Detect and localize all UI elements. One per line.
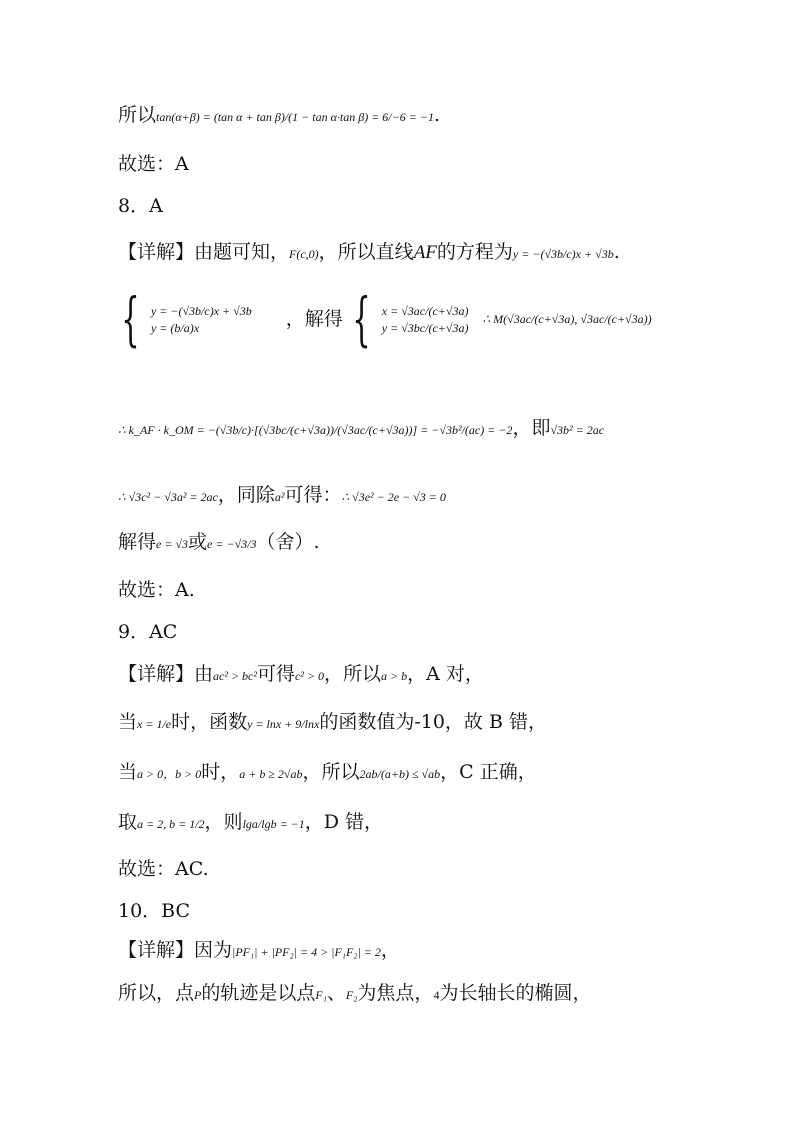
question-8-header: 8．A [118, 195, 163, 217]
formula-line-AF: y = −(√3b/c)x + √3b [512, 247, 614, 261]
text: 或 [188, 531, 208, 553]
line-eccentricity-eq [118, 483, 446, 509]
system-equations [151, 301, 252, 338]
text: 当 [118, 761, 138, 783]
text: 【详解】由 [118, 663, 214, 685]
formula: e = √3 [156, 537, 189, 551]
line-detail-9 [118, 662, 484, 688]
formula: ac² > bc² [213, 669, 257, 683]
text: ，解得 [285, 308, 343, 330]
text: 所以 [118, 104, 157, 126]
answer-8: 故选：A. [118, 579, 195, 601]
equation: x = √3ac/(c+√3a) [381, 303, 469, 318]
formula: c² > 0 [294, 669, 325, 683]
line-slope-product [118, 416, 604, 442]
line-solution-e [118, 530, 320, 556]
text: 时， [201, 761, 240, 783]
line-option-d [118, 810, 383, 836]
text: 可得： [284, 484, 342, 506]
line-detail-10 [118, 938, 400, 964]
formula: 4 [433, 988, 440, 1002]
text: 【详解】由题可知， [118, 241, 290, 263]
text: 的方程为 [436, 241, 513, 263]
equation: y = (b/a)x [150, 320, 200, 335]
formula: F₂ [345, 988, 358, 1002]
formula: e = −√3/3 [207, 537, 257, 551]
text: ，则 [204, 811, 243, 833]
formula: ∴ √3c² − √3a² = 2ac [118, 490, 218, 504]
line-option-b [118, 710, 547, 736]
text: ，C 正确， [440, 761, 537, 783]
formula-result: √3b² = 2ac [550, 423, 605, 437]
formula: a + b ≥ 2√ab [239, 767, 303, 781]
text: 当 [118, 711, 138, 733]
formula: a² [274, 490, 285, 504]
equation: y = √3bc/(c+√3a) [381, 320, 469, 335]
text: . [613, 241, 620, 263]
brace: { [352, 285, 371, 353]
text: （舍）. [256, 531, 320, 553]
formula-slope-product: ∴ k_AF · k_OM = −(√3b/c)·[(√3bc/(c+√3a))/(√3ac/(c+√3a))] = −√3b²/(ac) = −2 [118, 423, 513, 437]
formula: 2ab/(a+b) ≤ √ab [359, 767, 441, 781]
formula: y = lnx + 9/lnx [247, 717, 320, 731]
text: ，A 对， [407, 663, 484, 685]
formula: F₁ [315, 988, 327, 1002]
line-tan-sum [118, 103, 440, 129]
formula-M: ∴ M(√3ac/(c+√3a), √3ac/(c+√3a)) [482, 312, 652, 326]
text: 为焦点， [357, 982, 434, 1004]
answer-9: 故选：AC. [118, 858, 209, 880]
text: 解得 [118, 531, 157, 553]
text: 可得 [256, 663, 295, 685]
formula-F: F(c,0) [289, 247, 319, 261]
text: . [433, 104, 440, 126]
formula: lga/lgb = −1 [242, 817, 305, 831]
text: 时，函数 [171, 711, 248, 733]
text: ， [380, 939, 400, 961]
text: 的轨迹是以点 [201, 982, 316, 1004]
formula: a = 2, b = 1/2 [137, 817, 205, 831]
text: 所以，点 [118, 982, 195, 1004]
brace: { [121, 285, 140, 353]
text: 【详解】因为 [118, 939, 233, 961]
label-AF: AF [413, 242, 437, 263]
text: ，即 [512, 417, 551, 439]
question-9-header: 9．AC [118, 621, 178, 643]
formula: a > b [381, 669, 408, 683]
text: ，同除 [217, 484, 275, 506]
formula: |PF₁| + |PF₂| = 4 > |F₁F₂| = 2 [232, 945, 381, 959]
equation: y = −(√3b/c)x + √3b [150, 303, 252, 318]
line-ellipse [118, 981, 591, 1007]
text: 、 [326, 982, 346, 1004]
line-option-c [118, 760, 537, 786]
text: ，所以 [302, 761, 360, 783]
text: 取 [118, 811, 138, 833]
formula-tan-sum: tan(α+β) = (tan α + tan β)/(1 − tan α·tan β) = 6/−6 = −1 [156, 110, 434, 124]
question-10-header: 10．BC [118, 900, 191, 922]
formula: x = 1/e [137, 717, 172, 731]
text: ，D 错， [304, 811, 384, 833]
line-systems [118, 285, 652, 370]
text: ，所以直线 [318, 241, 414, 263]
answer-7: 故选：A [118, 153, 189, 175]
text: 为长轴长的椭圆， [439, 982, 592, 1004]
formula: a > 0，b > 0 [137, 767, 202, 781]
text: 的函数值为-10，故 B 错， [319, 711, 547, 733]
system-solution [382, 301, 469, 338]
formula: ∴ √3e² − 2e − √3 = 0 [341, 490, 446, 504]
text: ，所以 [324, 663, 382, 685]
line-detail-8 [118, 240, 620, 266]
formula: P [194, 988, 202, 1002]
